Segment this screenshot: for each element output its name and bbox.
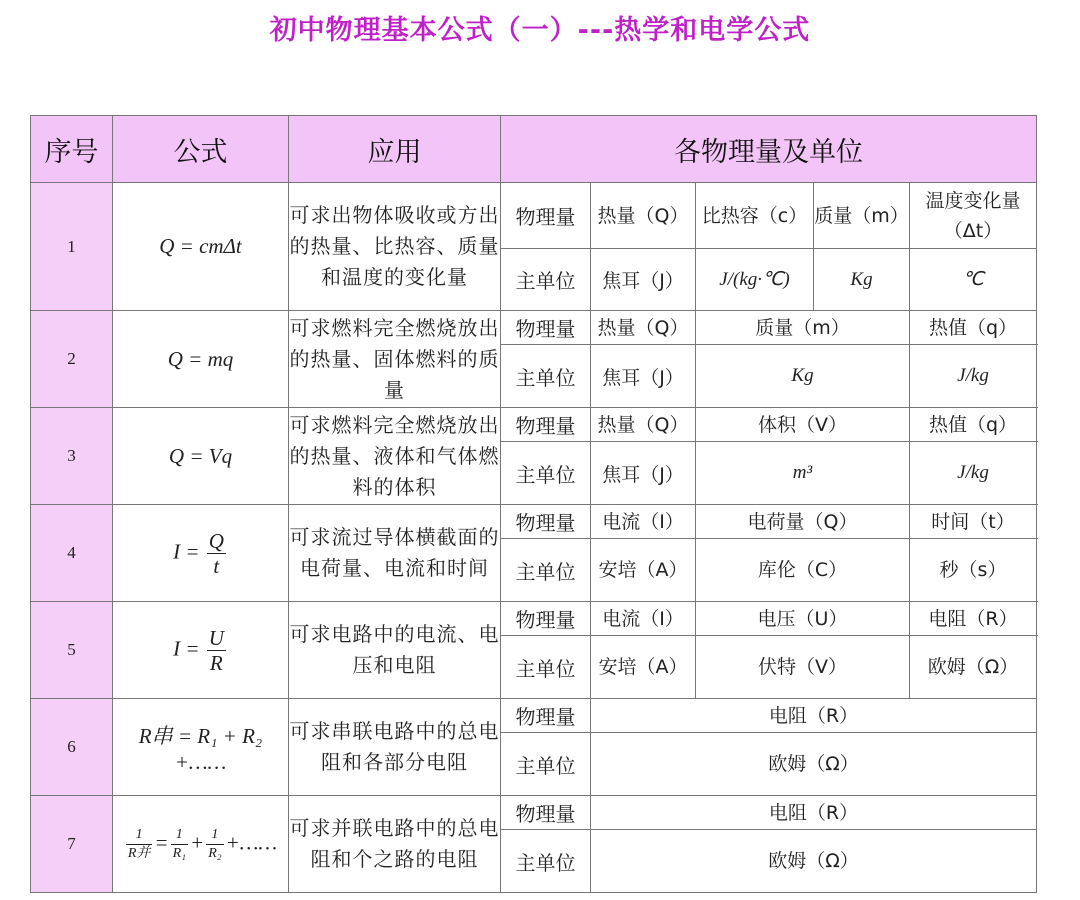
quantity-cell: 质量（m） bbox=[814, 183, 910, 249]
unit-cell: 焦耳（J） bbox=[591, 345, 696, 408]
unit-cell: Kg bbox=[814, 249, 910, 311]
unit-label: 主单位 bbox=[501, 249, 591, 311]
fraction-denominator: R₁ bbox=[172, 845, 187, 861]
application-text: 可求并联电路中的总电阻和个之路的电阻 bbox=[289, 796, 501, 893]
fraction-numerator: Q bbox=[208, 528, 224, 553]
unit-cell: J/kg bbox=[910, 442, 1037, 505]
unit-label: 主单位 bbox=[501, 636, 591, 699]
formula: $\frac{1}{\text{R并}}$ = $\frac{1}{\text{R₁}}$ + $\frac{1}{\text{R₂}}$ +…… bbox=[113, 796, 289, 893]
formula: Q = Vq bbox=[113, 408, 289, 505]
fraction-numerator: 1 bbox=[206, 826, 223, 845]
quantity-label: 物理量 bbox=[501, 602, 591, 636]
quantity-cell: 比热容（c） bbox=[696, 183, 814, 249]
header-no: 序号 bbox=[31, 116, 113, 183]
formula-table bbox=[30, 115, 1037, 893]
unit-cell: ℃ bbox=[910, 249, 1037, 311]
fraction bbox=[126, 826, 153, 863]
fraction-numerator: 1 bbox=[171, 826, 188, 845]
quantity-label: 物理量 bbox=[501, 183, 591, 249]
unit-cell: 伏特（V） bbox=[696, 636, 910, 699]
quantity-label: 物理量 bbox=[501, 796, 591, 830]
row-number: 3 bbox=[31, 408, 113, 505]
unit-cell: 库伦（C） bbox=[696, 539, 910, 602]
application-text: 可求燃料完全燃烧放出的热量、固体燃料的质量 bbox=[289, 311, 501, 408]
row-number: 1 bbox=[31, 183, 113, 311]
formula: Q = cmΔt bbox=[113, 183, 289, 311]
unit-cell: 秒（s） bbox=[910, 539, 1037, 602]
quantity-cell: 电流（I） bbox=[591, 505, 696, 539]
fraction-denominator: R并 bbox=[127, 845, 151, 861]
fraction-denominator: R₂ bbox=[208, 845, 222, 861]
formula-tail: +…… bbox=[225, 829, 278, 854]
page-title: 初中物理基本公式（一）---热学和电学公式 bbox=[269, 15, 811, 46]
quantity-cell: 热值（q） bbox=[910, 311, 1037, 345]
application-text: 可求出物体吸收或方出的热量、比热容、质量和温度的变化量 bbox=[289, 183, 501, 311]
unit-cell: 欧姆（Ω） bbox=[910, 636, 1037, 699]
row-number: 5 bbox=[31, 602, 113, 699]
quantity-cell: 电荷量（Q） bbox=[696, 505, 910, 539]
quantity-cell: 电压（U） bbox=[696, 602, 910, 636]
fraction-numerator: U bbox=[208, 625, 224, 650]
quantity-cell: 电阻（R） bbox=[591, 796, 1037, 830]
fraction bbox=[207, 626, 226, 675]
unit-label: 主单位 bbox=[501, 345, 591, 408]
fraction bbox=[207, 529, 226, 578]
header-row bbox=[31, 116, 1037, 183]
quantity-cell: 电流（I） bbox=[591, 602, 696, 636]
row-number: 2 bbox=[31, 311, 113, 408]
row-number: 4 bbox=[31, 505, 113, 602]
formula-lhs: I = bbox=[173, 635, 200, 660]
header-application: 应用 bbox=[289, 116, 501, 183]
formula: Q = mq bbox=[113, 311, 289, 408]
unit-label: 主单位 bbox=[501, 442, 591, 505]
quantity-cell: 电阻（R） bbox=[910, 602, 1037, 636]
fraction-denominator: t bbox=[213, 553, 220, 578]
unit-label: 主单位 bbox=[501, 539, 591, 602]
application-text: 可求电路中的电流、电压和电阻 bbox=[289, 602, 501, 699]
formula-lhs: I = bbox=[173, 538, 200, 563]
table-row bbox=[31, 311, 1037, 345]
quantity-label: 物理量 bbox=[501, 408, 591, 442]
table-row bbox=[31, 183, 1037, 249]
table-row bbox=[31, 699, 1037, 733]
quantity-cell: 时间（t） bbox=[910, 505, 1037, 539]
header-formula: 公式 bbox=[113, 116, 289, 183]
formula bbox=[113, 602, 289, 699]
unit-cell: 安培（A） bbox=[591, 539, 696, 602]
quantity-label: 物理量 bbox=[501, 505, 591, 539]
quantity-cell: 热量（Q） bbox=[591, 183, 696, 249]
quantity-label: 物理量 bbox=[501, 311, 591, 345]
unit-cell: 焦耳（J） bbox=[591, 249, 696, 311]
quantity-cell: 热量（Q） bbox=[591, 408, 696, 442]
table-row bbox=[31, 408, 1037, 442]
application-text: 可求燃料完全燃烧放出的热量、液体和气体燃料的体积 bbox=[289, 408, 501, 505]
quantity-cell: 质量（m） bbox=[696, 311, 910, 345]
header-quantities: 各物理量及单位 bbox=[501, 116, 1037, 183]
unit-cell: 欧姆（Ω） bbox=[591, 830, 1037, 893]
formula bbox=[113, 505, 289, 602]
unit-label: 主单位 bbox=[501, 733, 591, 796]
quantity-cell: 温度变化量（Δt） bbox=[910, 183, 1037, 249]
unit-cell: m³ bbox=[696, 442, 910, 505]
formula: R串 = R₁ + R₂ +…… bbox=[113, 699, 289, 796]
quantity-label: 物理量 bbox=[501, 699, 591, 733]
application-text: 可求串联电路中的总电阻和各部分电阻 bbox=[289, 699, 501, 796]
unit-cell: J/(kg·℃) bbox=[696, 249, 814, 311]
unit-cell: 欧姆（Ω） bbox=[591, 733, 1037, 796]
table-row bbox=[31, 796, 1037, 830]
table-row bbox=[31, 505, 1037, 539]
unit-cell: 焦耳（J） bbox=[591, 442, 696, 505]
unit-cell: Kg bbox=[696, 345, 910, 408]
fraction-denominator: R bbox=[209, 650, 223, 675]
fraction bbox=[171, 826, 188, 863]
quantity-cell: 电阻（R） bbox=[591, 699, 1037, 733]
quantity-cell: 热值（q） bbox=[910, 408, 1037, 442]
row-number: 7 bbox=[31, 796, 113, 893]
quantity-cell: 热量（Q） bbox=[591, 311, 696, 345]
application-text: 可求流过导体横截面的电荷量、电流和时间 bbox=[289, 505, 501, 602]
row-number: 6 bbox=[31, 699, 113, 796]
fraction bbox=[206, 826, 223, 863]
quantity-cell: 体积（V） bbox=[696, 408, 910, 442]
unit-cell: J/kg bbox=[910, 345, 1037, 408]
fraction-numerator: 1 bbox=[126, 826, 153, 845]
unit-cell: 安培（A） bbox=[591, 636, 696, 699]
table-row bbox=[31, 602, 1037, 636]
unit-label: 主单位 bbox=[501, 830, 591, 893]
